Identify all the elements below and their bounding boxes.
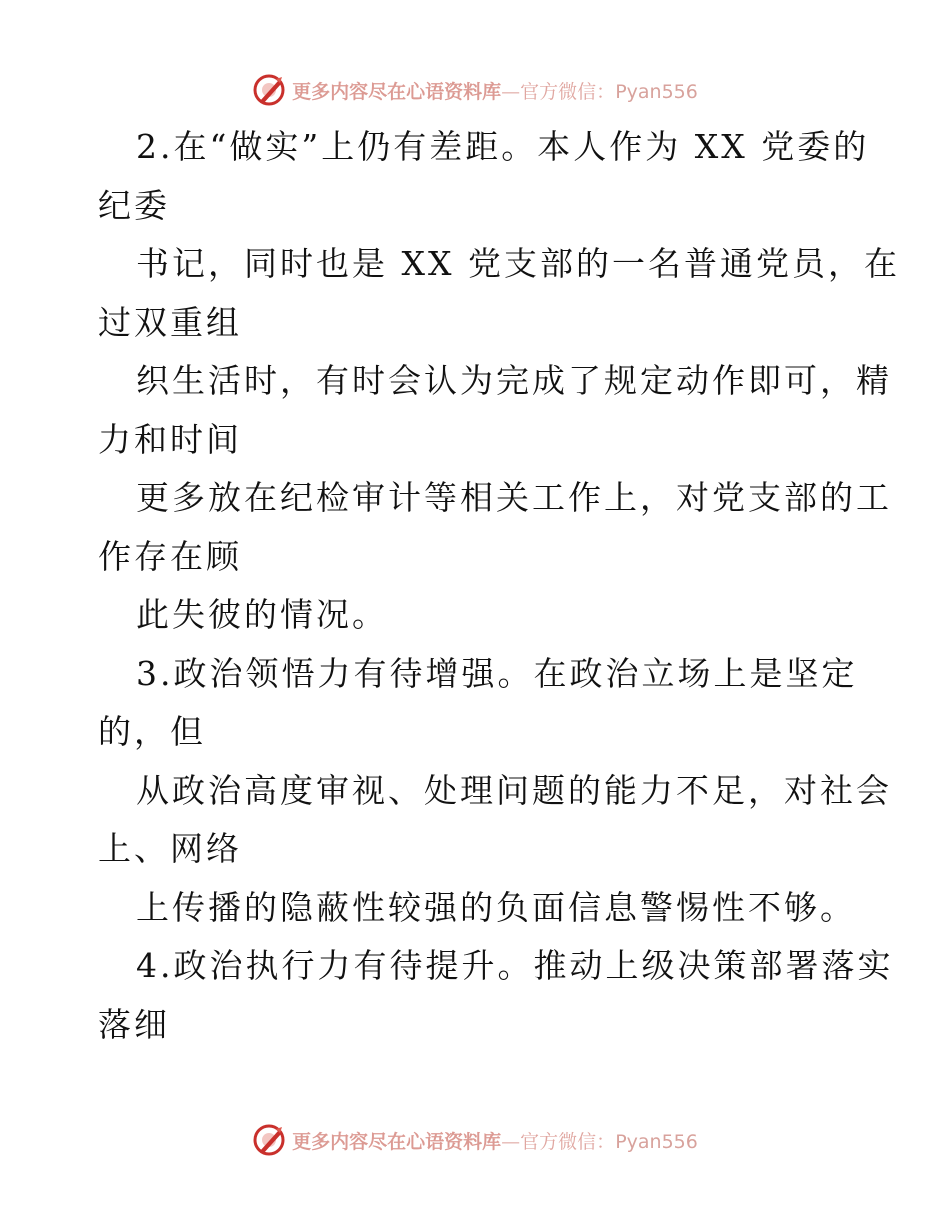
footer-watermark	[0, 1120, 950, 1160]
logo-icon	[252, 1123, 286, 1157]
text-line: 4.政治执行力有待提升。推动上级决策部署落实	[136, 946, 894, 985]
text-line: 2.在“做实”上仍有差距。本人作为 XX 党委的	[136, 127, 870, 166]
watermark-wechat-id: Pyan556	[615, 80, 698, 103]
watermark-suffix: 官方微信：	[520, 80, 616, 103]
watermark-dash: —	[501, 80, 521, 103]
text-line: 作存在顾	[98, 536, 242, 576]
watermark-text	[292, 77, 698, 104]
watermark-text	[292, 1127, 698, 1154]
text-line: 从政治高度审视、处理问题的能力不足，对社会	[136, 770, 892, 810]
watermark-dash: —	[501, 1130, 521, 1153]
text-line: 织生活时，有时会认为完成了规定动作即可，精	[136, 361, 892, 400]
header-watermark	[0, 70, 950, 110]
watermark-brand: 更多内容尽在心语资料库	[292, 80, 502, 103]
watermark-wechat-id: Pyan556	[615, 1130, 698, 1153]
text-line: 力和时间	[98, 419, 242, 459]
text-line: 过双重组	[98, 302, 242, 342]
logo-icon	[252, 73, 286, 107]
document-body	[98, 118, 900, 1054]
text-line: 落细	[98, 1004, 170, 1044]
text-line: 此失彼的情况。	[136, 595, 388, 634]
text-line: 3.政治领悟力有待增强。在政治立场上是坚定	[136, 653, 858, 693]
watermark-suffix: 官方微信：	[520, 1130, 616, 1153]
watermark-brand: 更多内容尽在心语资料库	[292, 1130, 502, 1153]
text-line: 上、网络	[98, 829, 242, 868]
text-line: 纪委	[98, 185, 170, 225]
text-line: 书记，同时也是 XX 党支部的一名普通党员，在	[136, 244, 900, 283]
text-line: 更多放在纪检审计等相关工作上，对党支部的工	[136, 478, 892, 517]
text-line: 的，但	[98, 712, 206, 751]
text-line: 上传播的隐蔽性较强的负面信息警惕性不够。	[136, 887, 856, 927]
